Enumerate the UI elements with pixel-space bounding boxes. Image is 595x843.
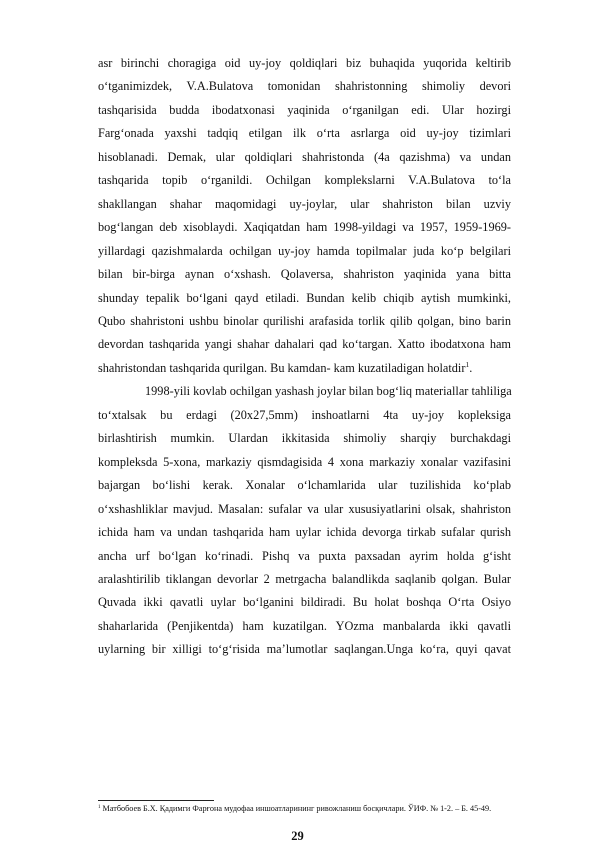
text-line: bajargan bo‘lishi kerak. Xonalar o‘lchamlarida ular tuzilishida ko‘plab — [98, 478, 511, 493]
text-line: shakllangan shahar maqomidagi uy-joylar, ular shahriston bilan uzviy — [98, 196, 511, 211]
text-line: Qubo shahristoni ushbu binolar qurilishi arafasida torlik qilib qolgan, bino barin — [98, 313, 511, 328]
text-line: tashqarida topib o‘rganildi. Ochilgan komplekslarni V.A.Bulatova to‘la — [98, 173, 511, 188]
text-line: to‘xtalsak bu erdagi (20x27,5mm) inshoatlarni 4ta uy-joy kopleksiga — [98, 407, 511, 422]
paragraph-1 — [98, 52, 511, 380]
text-line: shaharlarida (Penjikentda) ham kuzatilgan. YOzma manbalarda ikki qavatli — [98, 618, 511, 633]
footnote — [98, 804, 511, 815]
paragraph-2 — [98, 380, 511, 661]
footnote-marker: 1 — [98, 805, 101, 810]
text-line: ichida ham va undan tashqarida ham uylar ichida devorga tirkab sufalar qurish — [98, 525, 511, 540]
text-line-last — [98, 357, 511, 380]
text-line-content: shahristondan tashqarida qurilgan. Bu kamdan- kam kuzatiladigan holatdir — [98, 360, 466, 375]
text-line: ancha urf bo‘lgan ko‘rinadi. Pishq va puxta paxsadan ayrim holda g‘isht — [98, 548, 511, 563]
text-line: tashqarisida budda ibodatxonasi yaqinida o‘rganilgan edi. Ular hozirgi — [98, 102, 511, 117]
page-number: 29 — [291, 829, 304, 843]
text-line: uylarning bir xilligi to‘g‘risida ma’lumotlar saqlangan.Unga ko‘ra, quyi qavat — [98, 642, 511, 657]
sentence-end: . — [469, 360, 473, 375]
text-line: hisoblanadi. Demak, ular qoldiqlari shahristonda (4a qazishma) va undan — [98, 149, 511, 164]
text-line-indented: 1998-yili kovlab ochilgan yashash joylar bilan bog‘liq materiallar tahliliga — [145, 384, 512, 399]
page-body — [98, 52, 511, 662]
footnote-text: Матбобоев Б.Х. Қадимги Фарғона мудофаа иншоатларининг ривожланиш босқичлари. ЎИФ. № 1-2. – Б. 45-49. — [102, 804, 492, 813]
text-line: asr birinchi choragiga oid uy-joy qoldiqlari biz buhaqida yuqorida keltirib — [98, 56, 511, 70]
text-line: birlashtirish mumkin. Ulardan ikkitasida shimoliy sharqiy burchakdagi — [98, 431, 511, 446]
text-line: bilan bir-birga aynan o‘xshash. Qolaversa, shahriston yaqinida yana bitta — [98, 267, 511, 282]
text-line: aralashtirilib tiklangan devorlar 2 metrgacha balandlikda saqlanib qolgan. Bular — [98, 571, 511, 586]
text-line: Quvada ikki qavatli uylar bo‘lganini bildiradi. Bu holat boshqa O‘rta Osiyo — [98, 595, 511, 610]
text-line: devordan tashqarida yangi shahar dahalari qad ko‘targan. Xatto ibodatxona ham — [98, 337, 511, 352]
footnote-separator — [98, 800, 214, 801]
text-line: bog‘langan deb xisoblaydi. Xaqiqatdan ham 1998-yildagi va 1957, 1959-1969- — [98, 220, 511, 235]
text-line: Farg‘onada yaxshi tadqiq etilgan ilk o‘rta asrlarga oid uy-joy tizimlari — [98, 126, 511, 141]
text-line: o‘xshashliklar mavjud. Masalan: sufalar va ular xususiyatlarini olsak, shahriston — [98, 501, 511, 516]
text-line: o‘tganimizdek, V.A.Bulatova tomonidan shahristonning shimoliy devori — [98, 79, 511, 94]
text-line: shunday tepalik bo‘lgani qayd etiladi. Bundan kelib chiqib aytish mumkinki, — [98, 290, 511, 305]
footnote-reference[interactable]: 1 — [465, 359, 470, 369]
text-line: yillardagi qazishmalarda ochilgan uy-joy hamda topilmalar juda ko‘p belgilari — [98, 243, 511, 258]
text-line: kompleksda 5-xona, markaziy qismdagisida 4 xona markaziy xonalar vazifasini — [98, 454, 511, 469]
